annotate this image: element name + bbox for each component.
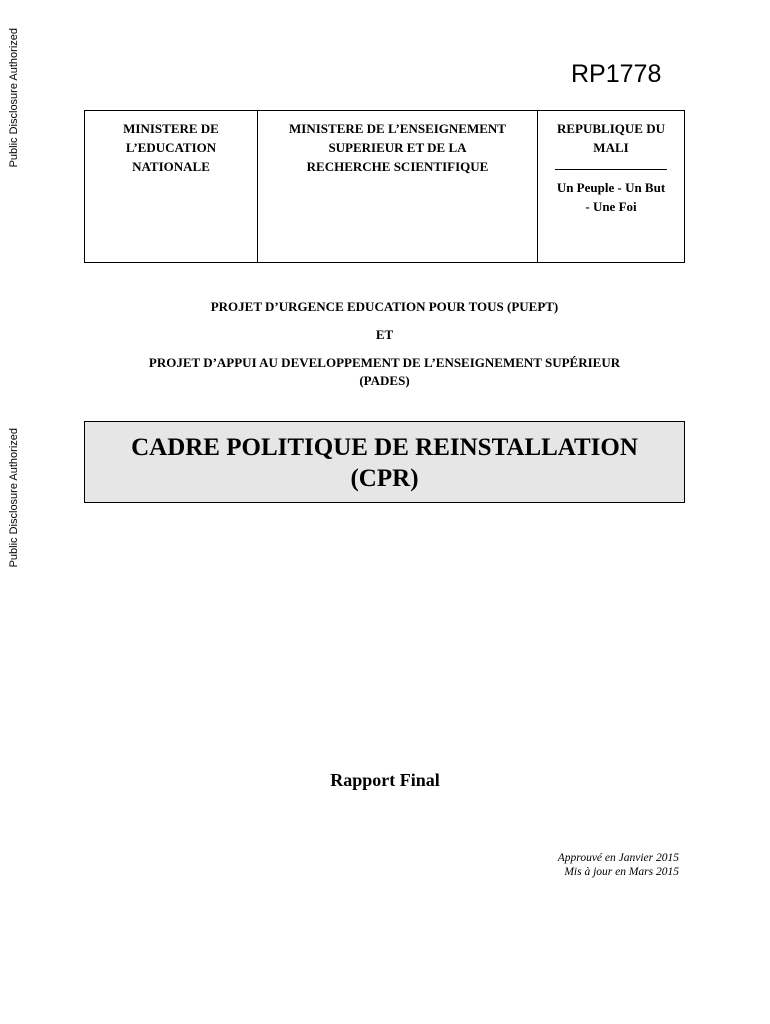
disclosure-stamp-middle: Public Disclosure Authorized <box>8 428 20 568</box>
project-puept-title: PROJET D’URGENCE EDUCATION POUR TOUS (PUEPT) <box>210 299 559 314</box>
report-type: Rapport Final <box>330 770 440 790</box>
cell-line: MINISTERE DE L’ENSEIGNEMENT <box>289 121 506 136</box>
report-id: RP1778 <box>571 60 662 88</box>
document-title-box <box>84 421 685 503</box>
cell-line: SUPERIEUR ET DE LA <box>328 140 467 155</box>
approval-date: Approuvé en Janvier 2015 <box>557 852 679 864</box>
disclosure-stamp-top: Public Disclosure Authorized <box>8 28 20 168</box>
cell-line: MINISTERE DE <box>123 121 219 136</box>
ministry-education-cell <box>85 111 257 262</box>
cell-line: L’EDUCATION <box>125 140 217 155</box>
cell-line: REPUBLIQUE DU <box>557 121 665 136</box>
update-date: Mis à jour en Mars 2015 <box>564 866 679 878</box>
document-title-acronym: (CPR) <box>350 465 419 492</box>
project-pades-acronym: (PADES) <box>359 373 410 388</box>
document-title: CADRE POLITIQUE DE REINSTALLATION <box>131 434 638 461</box>
motto-divider <box>555 169 667 170</box>
project-titles <box>84 298 685 390</box>
motto-line: Un Peuple - Un But <box>556 180 666 195</box>
ministry-header-table <box>84 110 685 263</box>
cell-line: RECHERCHE SCIENTIFIQUE <box>306 159 489 174</box>
cell-line: NATIONALE <box>132 159 210 174</box>
document-dates <box>558 851 679 879</box>
project-pades-title: PROJET D’APPUI AU DEVELOPPEMENT DE L’ENSEIGNEMENT SUPÉRIEUR <box>148 355 621 370</box>
cell-line: MALI <box>593 140 629 155</box>
project-connector: ET <box>375 327 394 342</box>
motto-line: - Une Foi <box>585 199 637 214</box>
republic-cell <box>537 111 684 262</box>
ministry-higher-education-cell <box>257 111 537 262</box>
